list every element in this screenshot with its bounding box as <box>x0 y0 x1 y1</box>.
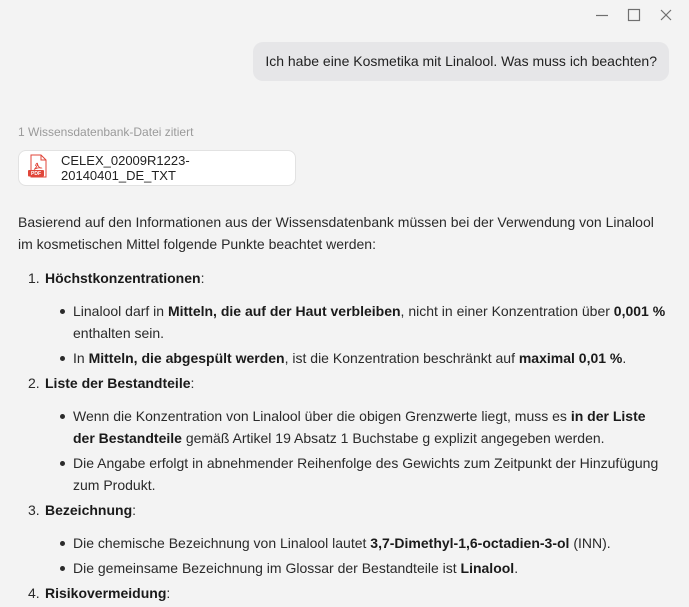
bullet-text: Linalool darf in <box>73 303 168 319</box>
cited-file-name: CELEX_02009R1223-20140401_DE_TXT <box>61 153 190 183</box>
bullet-bold-text: Linalool <box>460 560 515 576</box>
section-heading <box>45 499 670 521</box>
section-bullet-list <box>45 532 670 579</box>
section-number: 1. <box>28 270 40 286</box>
answer-section <box>18 372 670 496</box>
bullet-text: enthalten sein. <box>73 325 165 341</box>
answer-section <box>18 582 670 604</box>
section-title: Liste der Bestandteile <box>45 375 191 391</box>
window-controls <box>593 6 675 24</box>
bullet-item <box>45 347 670 369</box>
bullet-text: gemäß Artikel 19 Absatz 1 Buchstabe g explizit angegeben werden. <box>181 430 605 446</box>
bullet-text: Wenn die Konzentration von Linalool über die obigen Grenzwerte liegt, muss es <box>73 408 571 424</box>
user-message-bubble <box>253 42 669 81</box>
bullet-text: Die gemeinsame Bezeichnung im Glossar der Bestandteile ist <box>73 560 461 576</box>
bullet-item <box>45 557 670 579</box>
answer-sections-list <box>18 267 670 604</box>
assistant-answer <box>18 211 670 604</box>
close-icon[interactable] <box>657 6 675 24</box>
maximize-icon[interactable] <box>625 6 643 24</box>
bullet-bold-text: 0,001 % <box>613 303 666 319</box>
answer-section <box>18 499 670 579</box>
user-message-text: Ich habe eine Kosmetika mit Linalool. Was muss ich beachten? <box>265 53 657 69</box>
answer-section <box>18 267 670 369</box>
cited-file-chip[interactable] <box>18 150 296 186</box>
svg-text:PDF: PDF <box>31 170 41 177</box>
bullet-item <box>45 405 670 449</box>
answer-intro: Basierend auf den Informationen aus der Wissensdatenbank müssen bei der Verwendung von Linalool im kosmetischen Mittel folgende Punkte beachtet werden: <box>18 214 654 252</box>
bullet-bold-text: Mitteln, die abgespült werden <box>88 350 285 366</box>
section-title-suffix: : <box>200 270 205 286</box>
section-title: Risikovermeidung <box>45 585 167 601</box>
bullet-item <box>45 532 670 554</box>
bullet-text: (INN). <box>569 535 611 551</box>
bullet-text: Die chemische Bezeichnung von Linalool lautet <box>73 535 371 551</box>
section-number: 4. <box>28 585 40 601</box>
bullet-bold-text: in der Liste der Bestandteile <box>73 408 646 446</box>
bullet-text: . <box>514 560 519 576</box>
bullet-text: , ist die Konzentration beschränkt auf <box>284 350 519 366</box>
bullet-item <box>45 452 670 496</box>
section-bullet-list <box>45 405 670 496</box>
bullet-text: In <box>73 350 89 366</box>
section-title: Bezeichnung <box>45 502 133 518</box>
bullet-text: . <box>622 350 627 366</box>
bullet-bold-text: 3,7-Dimethyl-1,6-octadien-3-ol <box>370 535 570 551</box>
bullet-text: , nicht in einer Konzentration über <box>400 303 614 319</box>
bullet-item <box>45 300 670 344</box>
section-number: 3. <box>28 502 40 518</box>
bullet-bold-text: maximal 0,01 % <box>518 350 623 366</box>
section-title-suffix: : <box>166 585 171 601</box>
section-heading <box>45 372 670 394</box>
section-title: Höchstkonzentrationen <box>45 270 201 286</box>
section-heading <box>45 582 670 604</box>
section-title-suffix: : <box>190 375 195 391</box>
bullet-text: Die Angabe erfolgt in abnehmender Reihenfolge des Gewichts zum Zeitpunkt der Hinzufügung zum Produkt. <box>73 455 659 493</box>
section-heading <box>45 267 670 289</box>
section-number: 2. <box>28 375 40 391</box>
section-bullet-list <box>45 300 670 369</box>
citation-label: 1 Wissensdatenbank-Datei zitiert <box>18 125 194 139</box>
pdf-file-icon <box>27 154 61 183</box>
section-title-suffix: : <box>132 502 137 518</box>
minimize-icon[interactable] <box>593 6 611 24</box>
bullet-bold-text: Mitteln, die auf der Haut verbleiben <box>167 303 401 319</box>
